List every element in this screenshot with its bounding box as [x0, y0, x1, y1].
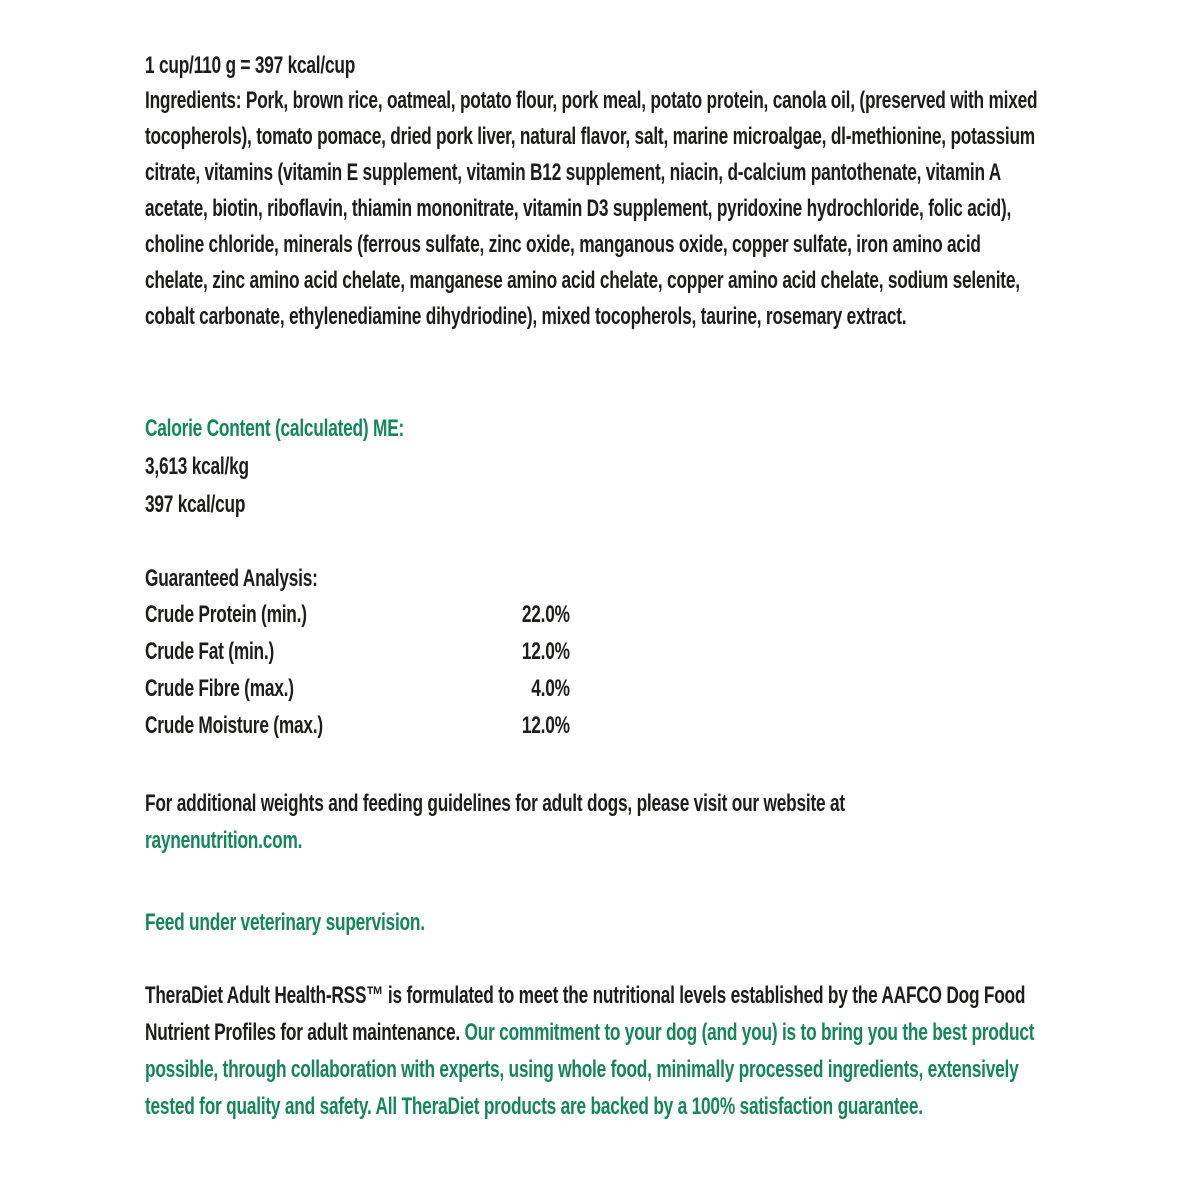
- calorie-kcal-per-kg: 3,613 kcal/kg: [145, 453, 249, 480]
- supervision-note: Feed under veterinary supervision.: [145, 909, 425, 936]
- ingredients-paragraph: Ingredients: Pork, brown rice, oatmeal, potato flour, pork meal, potato protein, canola oil, (preserved with mixed tocopherols), tomato pomace, dried pork liver, natural flavor, salt, marine microalgae, dl-methionine, potassium citrate, vitamins (vitamin E supplement, vitamin B12 supplement, niacin, d-calcium pantothenate, vitamin A acetate, biotin, riboflavin, thiamin mononitrate, vitamin D3 supplement, pyridoxine hydrochloride, folic acid), choline chloride, minerals (ferrous sulfate, zinc oxide, manganous oxide, copper sulfate, iron amino acid chelate, zinc amino acid chelate, manganese amino acid chelate, copper amino acid chelate, sodium selenite, cobalt carbonate, ethylenediamine dihydriodine), mixed tocopherols, taurine, rosemary extract.: [145, 87, 1038, 330]
- analysis-row: [145, 597, 570, 634]
- calorie-kcal-per-cup: 397 kcal/cup: [145, 491, 246, 518]
- aafco-statement: [145, 977, 1041, 1125]
- analysis-row-label: Crude Protein (min.): [145, 601, 307, 628]
- analysis-row-value: 12.0%: [521, 638, 570, 665]
- analysis-row-label: Crude Fibre (max.): [145, 675, 294, 702]
- analysis-row-value: 4.0%: [531, 675, 570, 702]
- serving-size-line: 1 cup/110 g = 397 kcal/cup: [145, 52, 356, 79]
- analysis-row-label: Crude Moisture (max.): [145, 712, 323, 739]
- aafco-green-text: Our commitment to your dog (and you) is to bring you the best product possible, through collaboration with experts, using whole food, minimally processed ingredients, extensively tested for quality and safety. All TheraDiet products are backed by a 100% satisfaction guarantee.: [145, 1019, 1035, 1120]
- guaranteed-analysis-heading: Guaranteed Analysis:: [145, 565, 318, 592]
- guaranteed-analysis-table: [145, 597, 1041, 745]
- calorie-content-heading: Calorie Content (calculated) ME:: [145, 415, 405, 442]
- analysis-row: [145, 708, 570, 745]
- website-link: raynenutrition.com.: [145, 827, 303, 854]
- analysis-row-value: 22.0%: [521, 601, 570, 628]
- analysis-row-label: Crude Fat (min.): [145, 638, 275, 665]
- analysis-row: [145, 634, 570, 671]
- aafco-black-text: TheraDiet Adult Health-RSS™ is formulated to meet the nutritional levels established by the AAFCO Dog Food Nutrient Profiles for adult maintenance.: [145, 982, 1026, 1046]
- analysis-row: [145, 671, 570, 708]
- website-note: [145, 785, 1041, 859]
- website-note-text: For additional weights and feeding guidelines for adult dogs, please visit our website at: [145, 790, 845, 817]
- analysis-row-value: 12.0%: [521, 712, 570, 739]
- label-page: [145, 0, 1041, 1200]
